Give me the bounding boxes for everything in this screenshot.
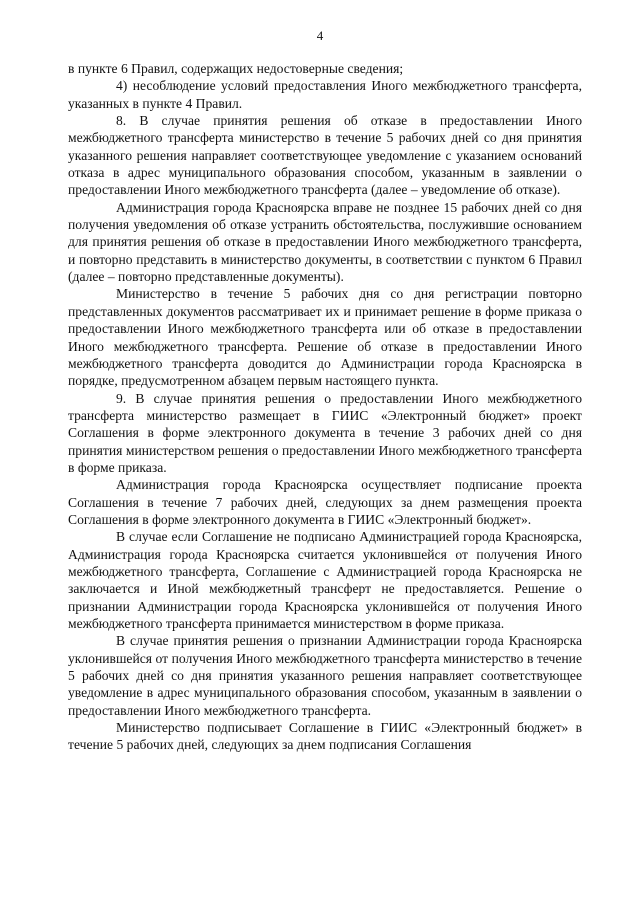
paragraph: 9. В случае принятия решения о предоставлении Иного межбюджетного трансферта министерство размещает в ГИИС «Электронный бюджет» проект Соглашения в форме электронного документа в течение 3 рабочих дней со дня принятия министерством решения о предоставлении Иного межбюджетного трансферта в форме приказа. <box>68 390 582 475</box>
paragraph: Администрация города Красноярска осуществляет подписание проекта Соглашения в течение 7 рабочих дней, следующих за днем размещения проекта Соглашения в форме электронного документа в ГИИС «Электронный бюджет». <box>68 477 582 527</box>
paragraph: 4) несоблюдение условий предоставления Иного межбюджетного трансферта, указанных в пункте 4 Правил. <box>68 78 582 111</box>
page-number: 4 <box>316 28 324 43</box>
paragraph: в пункте 6 Правил, содержащих недостоверные сведения; <box>68 61 404 76</box>
paragraph: Министерство подписывает Соглашение в ГИИС «Электронный бюджет» в течение 5 рабочих дней, следующих за днем подписания Соглашения <box>68 720 582 753</box>
paragraph: В случае принятия решения о признании Администрации города Красноярска уклонившейся от получения Иного межбюджетного трансферта министерство в течение 5 рабочих дней со дня принятия указанного решения направляет соответствующее уведомление в адрес муниципального образования способом, указанным в заявлении о предоставлении Иного межбюджетного трансферта. <box>68 633 582 718</box>
paragraph: 8. В случае принятия решения об отказе в предоставлении Иного межбюджетного трансферта министерство в течение 5 рабочих дней со дня принятия указанного решения направляет соответствующее уведомление с указанием оснований отказа в адрес муниципального образования способом, указанным в заявлении о предоставлении Иного межбюджетного трансферта (далее – уведомление об отказе). <box>68 113 582 198</box>
paragraph: Администрация города Красноярска вправе не позднее 15 рабочих дней со дня получения уведомления об отказе устранить обстоятельства, послужившие основанием для принятия решения об отказе в предоставлении Иного межбюджетного трансферта, и повторно представить в министерство документы, в соответствии с пунктом 6 Правил (далее – повторно представленные документы). <box>68 199 582 285</box>
paragraph: В случае если Соглашение не подписано Администрацией города Красноярска, Администрация города Красноярска считается уклонившейся от получения Иного межбюджетного трансферта, Соглашение с Администрацией города Красноярска не заключается и Иной межбюджетный трансферт не предоставляется. Решение о признании Администрации города Красноярска уклонившейся от получения Иного межбюджетного трансферта принимается министерством в форме приказа. <box>68 529 582 631</box>
paragraph: Министерство в течение 5 рабочих дня со дня регистрации повторно представленных документов рассматривает их и принимает решение в форме приказа о предоставлении Иного межбюджетного трансферта или об отказе в предоставлении Иного межбюджетного трансферта. Решение об отказе в предоставлении Иного межбюджетного трансферта доводится до Администрации города Красноярска в порядке, предусмотренном абзацем первым настоящего пункта. <box>68 286 582 389</box>
document-body <box>68 60 582 754</box>
